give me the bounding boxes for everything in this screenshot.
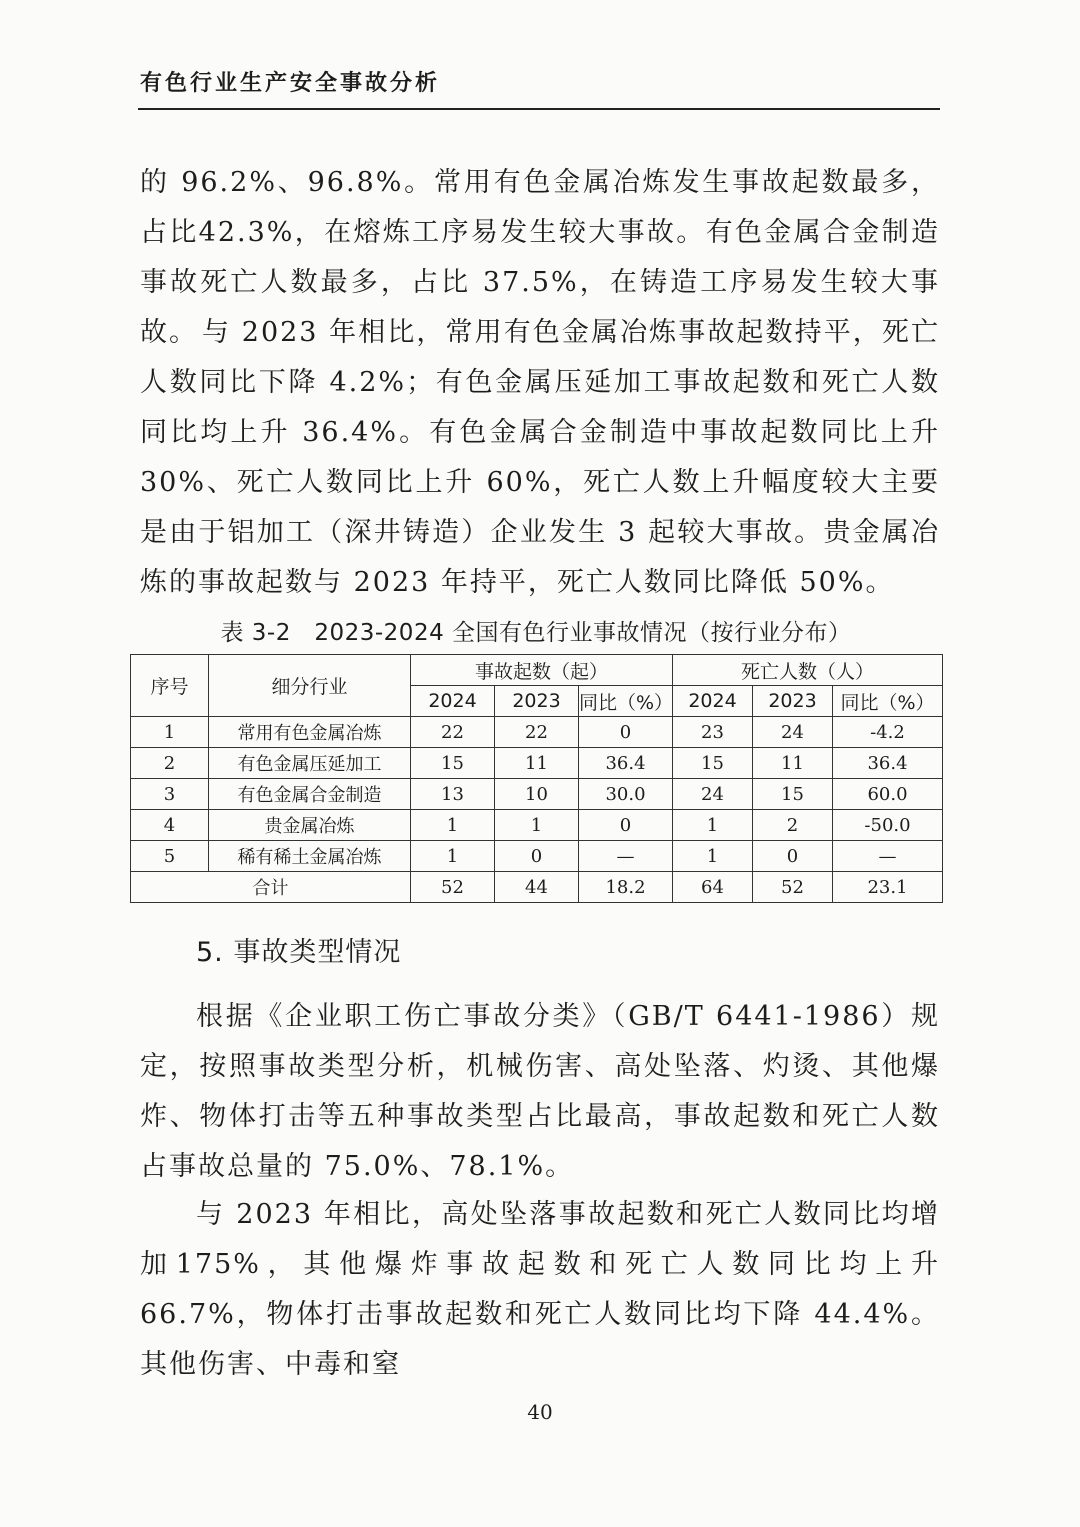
cell-dea-yoy: -4.2 xyxy=(833,717,943,748)
header-dea-yoy: 同比（%） xyxy=(833,686,943,717)
cell-seq: 4 xyxy=(131,810,209,841)
cell-acc-2023: 11 xyxy=(495,748,579,779)
cell-acc-2023: 1 xyxy=(495,810,579,841)
cell-acc-2024: 52 xyxy=(411,872,495,903)
cell-industry: 常用有色金属冶炼 xyxy=(209,717,411,748)
cell-dea-2023: 11 xyxy=(753,748,833,779)
cell-dea-yoy: -50.0 xyxy=(833,810,943,841)
cell-dea-2024: 1 xyxy=(673,841,753,872)
cell-dea-2024: 15 xyxy=(673,748,753,779)
paragraph-4: 与 2023 年相比，高处坠落事故起数和死亡人数同比均增加175%，其他爆炸事故起数和死亡人数同比均上升 66.7%，物体打击事故起数和死亡人数同比均下降 44.4%。其他伤害、中毒和窒 xyxy=(140,1199,940,1380)
cell-dea-yoy: 36.4 xyxy=(833,748,943,779)
cell-dea-yoy: — xyxy=(833,841,943,872)
cell-industry: 有色金属压延加工 xyxy=(209,748,411,779)
paragraph-3: 根据《企业职工伤亡事故分类》（GB/T 6441-1986）规定，按照事故类型分析，机械伤害、高处坠落、灼烫、其他爆炸、物体打击等五种事故类型占比最高，事故起数和死亡人数占事故总量的 75.0%、78.1%。 xyxy=(140,1001,940,1182)
cell-acc-yoy: 30.0 xyxy=(579,779,673,810)
cell-total-label: 合计 xyxy=(131,872,411,903)
table-row xyxy=(131,717,943,748)
table-total-row xyxy=(131,872,943,903)
header-rule xyxy=(138,108,940,110)
cell-dea-yoy: 23.1 xyxy=(833,872,943,903)
table-row xyxy=(131,779,943,810)
cell-dea-2023: 0 xyxy=(753,841,833,872)
header-deaths: 死亡人数（人） xyxy=(673,655,943,686)
cell-acc-yoy: 0 xyxy=(579,717,673,748)
cell-seq: 3 xyxy=(131,779,209,810)
cell-acc-2024: 15 xyxy=(411,748,495,779)
cell-acc-yoy: — xyxy=(579,841,673,872)
cell-seq: 2 xyxy=(131,748,209,779)
cell-dea-2023: 52 xyxy=(753,872,833,903)
header-acc-2023: 2023 xyxy=(495,686,579,717)
cell-dea-2024: 64 xyxy=(673,872,753,903)
paragraph-2: 与 2023 年相比，常用有色金属冶炼事故起数持平，死亡人数同比下降 4.2%；有色金属压延加工事故起数和死亡人数同比均上升 36.4%。有色金属合金制造中事故起数同比上升 30%、死亡人数同比上升 60%，死亡人数上升幅度较大主要是由于铝加工（深井铸造）企业发生 3 起较大事故。贵金属冶炼的事故起数与 2023 年持平，死亡人数同比降低 50%。 xyxy=(140,317,940,598)
header-seq: 序号 xyxy=(131,655,209,717)
paragraph-1: 的 96.2%、96.8%。常用有色金属冶炼发生事故起数最多，占比42.3%，在熔炼工序易发生较大事故。有色金属合金制造事故死亡人数最多，占比 37.5%，在铸造工序易发生较大事故。 xyxy=(140,167,940,348)
cell-acc-yoy: 36.4 xyxy=(579,748,673,779)
header-accidents: 事故起数（起） xyxy=(411,655,673,686)
cell-acc-yoy: 18.2 xyxy=(579,872,673,903)
header-dea-2024: 2024 xyxy=(673,686,753,717)
cell-dea-2024: 1 xyxy=(673,810,753,841)
cell-dea-2024: 23 xyxy=(673,717,753,748)
cell-acc-2024: 1 xyxy=(411,841,495,872)
table-row xyxy=(131,748,943,779)
cell-acc-2024: 13 xyxy=(411,779,495,810)
cell-dea-2023: 15 xyxy=(753,779,833,810)
cell-acc-yoy: 0 xyxy=(579,810,673,841)
running-header: 有色行业生产安全事故分析 xyxy=(140,71,441,96)
cell-industry: 贵金属冶炼 xyxy=(209,810,411,841)
cell-dea-yoy: 60.0 xyxy=(833,779,943,810)
table-row xyxy=(131,841,943,872)
cell-industry: 有色金属合金制造 xyxy=(209,779,411,810)
header-acc-2024: 2024 xyxy=(411,686,495,717)
cell-acc-2024: 1 xyxy=(411,810,495,841)
cell-seq: 5 xyxy=(131,841,209,872)
cell-acc-2024: 22 xyxy=(411,717,495,748)
cell-acc-2023: 44 xyxy=(495,872,579,903)
section-heading: 5. 事故类型情况 xyxy=(196,937,402,968)
header-acc-yoy: 同比（%） xyxy=(579,686,673,717)
page-number: 40 xyxy=(527,1400,553,1424)
cell-acc-2023: 0 xyxy=(495,841,579,872)
cell-acc-2023: 10 xyxy=(495,779,579,810)
cell-dea-2024: 24 xyxy=(673,779,753,810)
header-industry: 细分行业 xyxy=(209,655,411,717)
cell-industry: 稀有稀土金属冶炼 xyxy=(209,841,411,872)
table-caption: 表 3-2 2023-2024 全国有色行业事故情况（按行业分布） xyxy=(220,620,852,646)
header-dea-2023: 2023 xyxy=(753,686,833,717)
table-row xyxy=(131,810,943,841)
cell-dea-2023: 2 xyxy=(753,810,833,841)
industry-accident-table xyxy=(130,654,943,903)
cell-seq: 1 xyxy=(131,717,209,748)
cell-dea-2023: 24 xyxy=(753,717,833,748)
cell-acc-2023: 22 xyxy=(495,717,579,748)
